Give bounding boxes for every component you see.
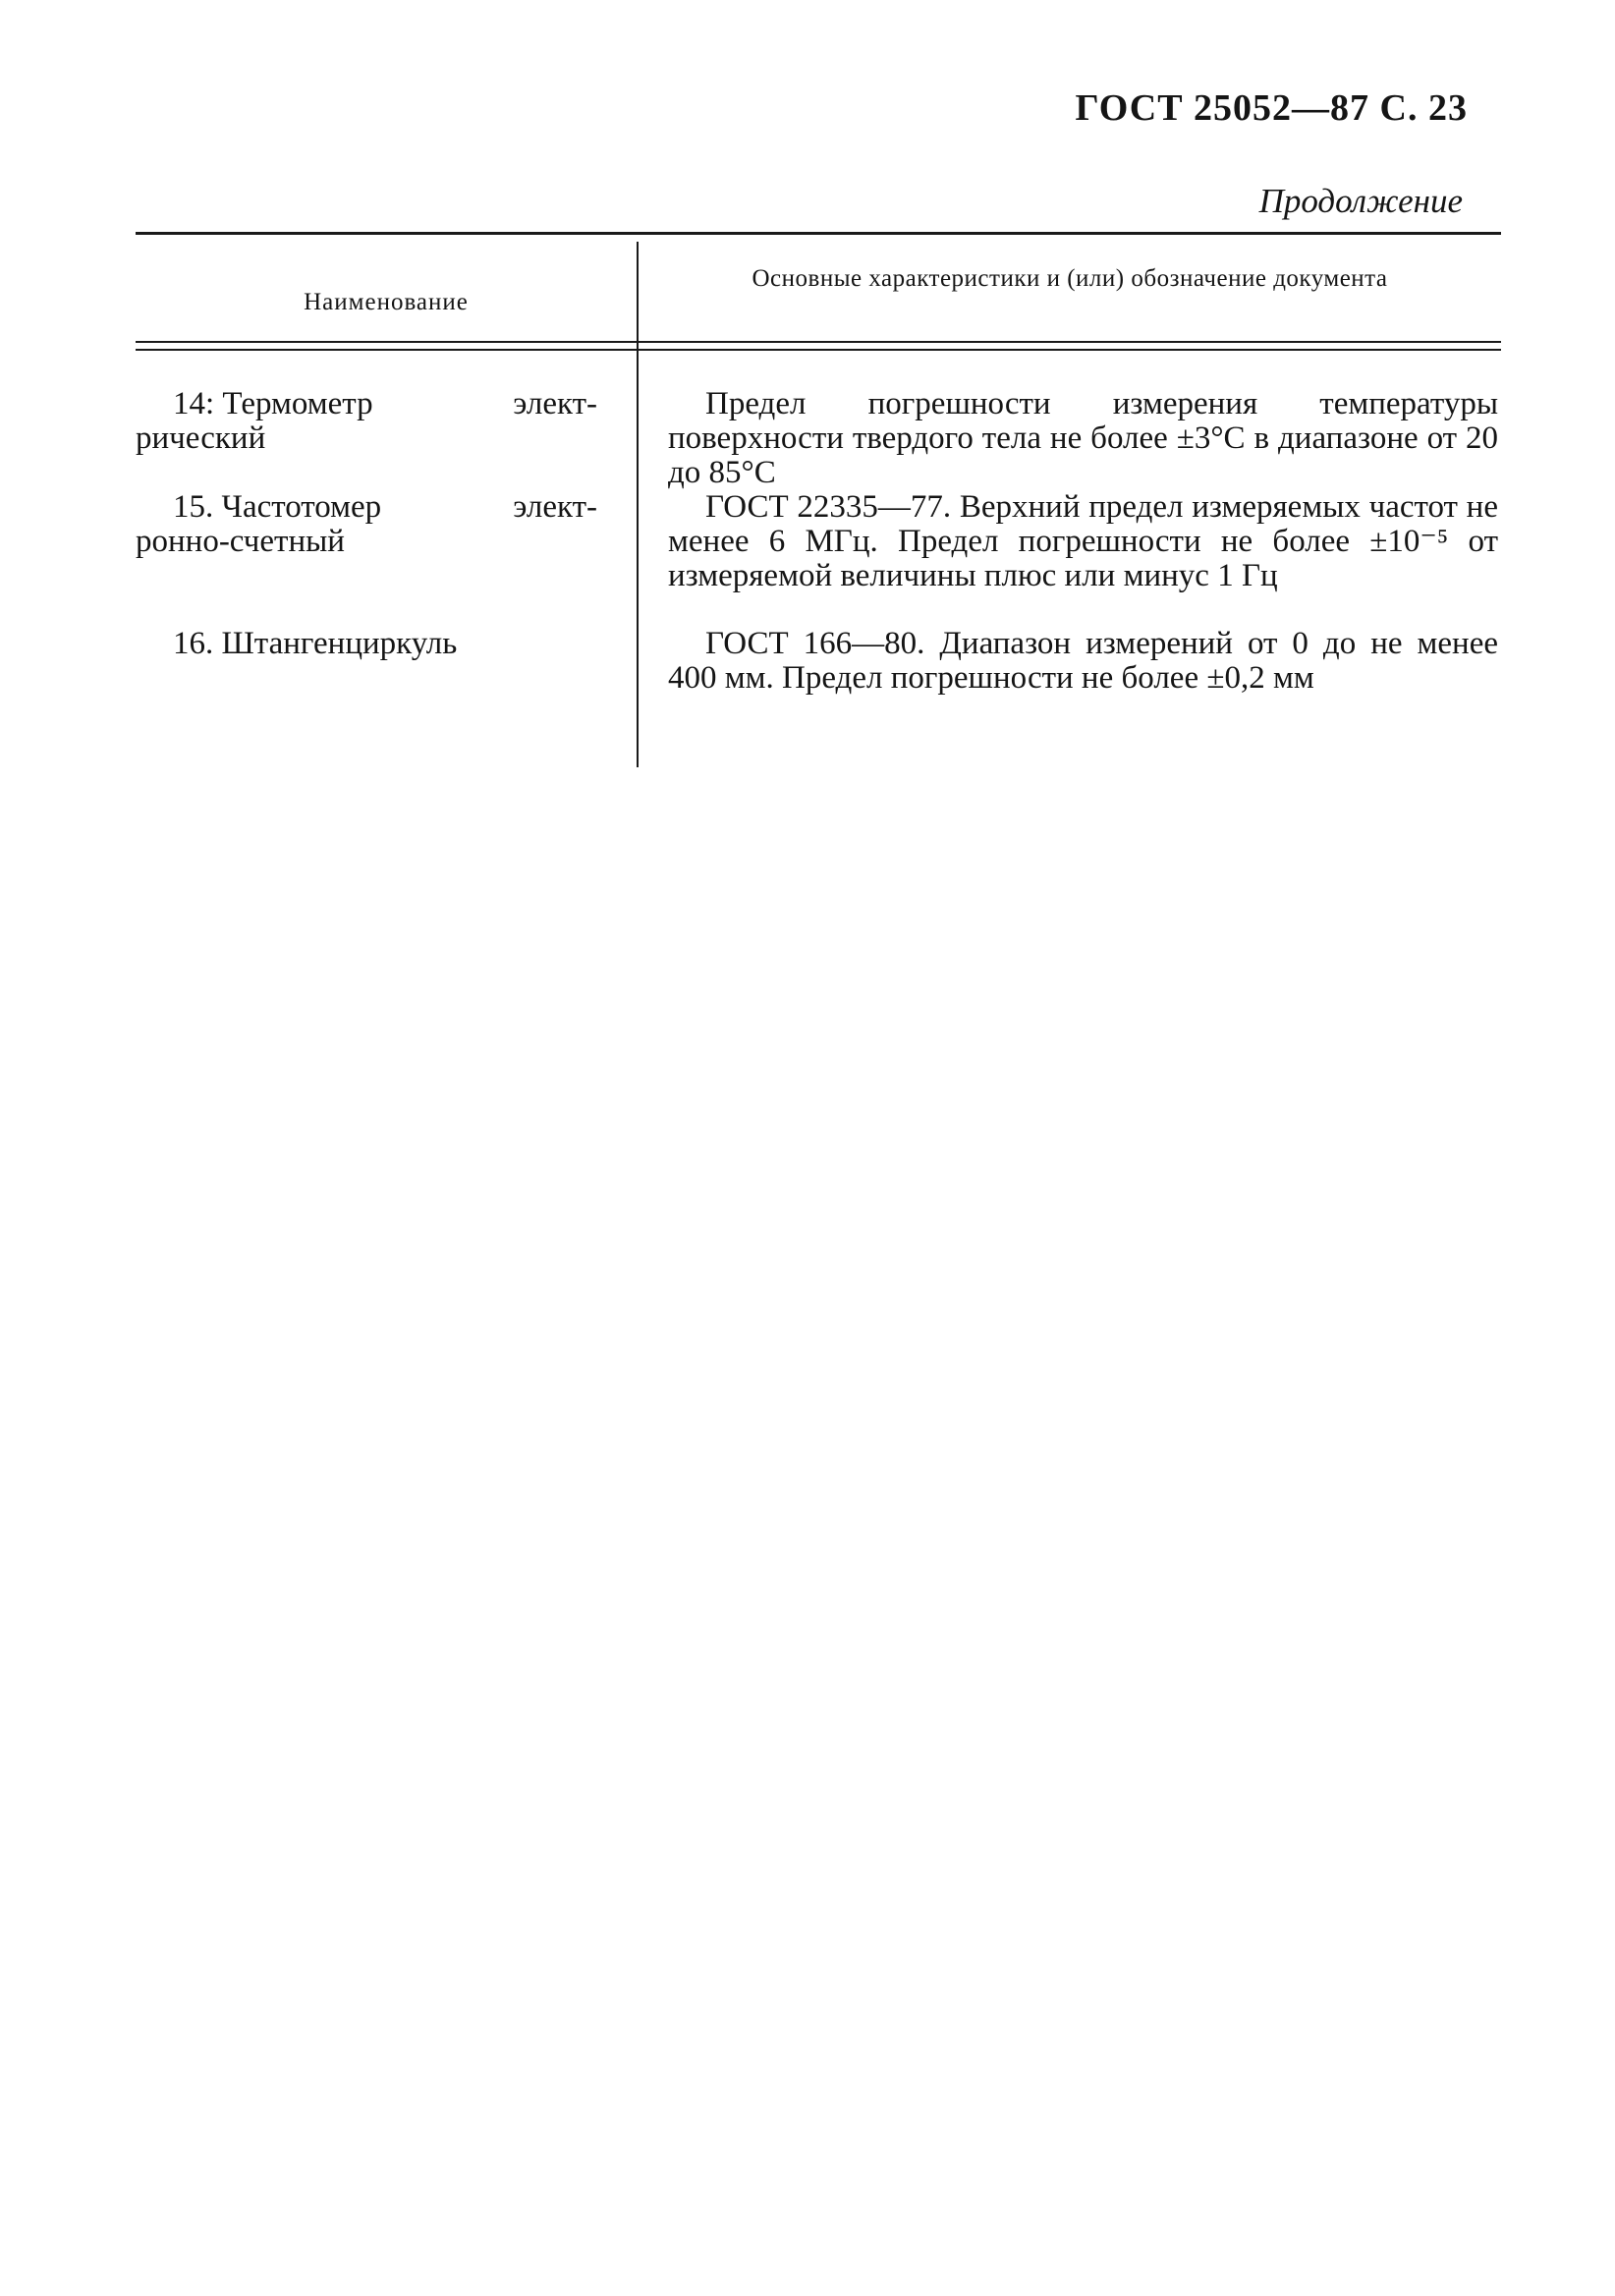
row-name-part1: 16. Штангенциркуль [173,626,458,661]
row-name-continued: ронно-счетный [136,524,345,559]
row-description: ГОСТ 166—80. Диапазон измерений от 0 до не менее 400 мм. Предел погрешности не более ±0,2 мм [668,626,1498,696]
column-divider [637,242,639,767]
table-top-rule [136,232,1501,235]
row-description-cell [668,627,1498,696]
row-description-cell [668,490,1498,593]
column-header-characteristics: Основные характеристики и (или) обозначение документа [752,265,1388,292]
column-header-name: Наименование [304,289,469,315]
row-description: ГОСТ 22335—77. Верхний предел измеряемых частот не менее 6 МГц. Предел погрешности не более ±10⁻⁵ от измеряемой величины плюс или минус 1 Гц [668,489,1498,593]
row-name-part2: элект- [513,489,597,525]
row-name-part1: 14: Термометр [173,386,373,421]
row-name-part2: элект- [513,386,597,421]
row-name-continued: рический [136,420,266,456]
header-rule-double [136,349,1501,351]
row-name-part1: 15. Частотомер [173,489,382,525]
header-rule [136,341,1501,343]
row-name-cell [136,387,597,456]
continuation-label: Продолжение [1258,182,1463,220]
page-number-header: ГОСТ 25052—87 С. 23 [1075,87,1468,129]
row-description-cell [668,387,1498,490]
row-name-cell [136,627,597,661]
row-description: Предел погрешности измерения температуры поверхности твердого тела не более ±3°С в диапазоне от 20 до 85°С [668,386,1498,490]
row-name-cell [136,490,597,559]
